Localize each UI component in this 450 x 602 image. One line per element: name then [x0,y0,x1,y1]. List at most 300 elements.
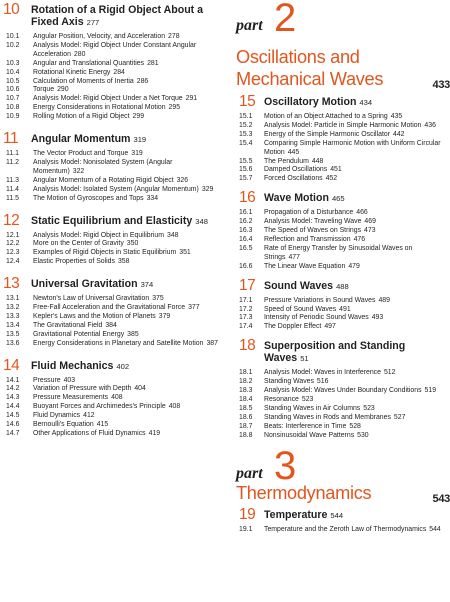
section-title [264,236,448,245]
section-page: 519 [424,387,437,395]
section-title [33,159,220,177]
section-title-text: Reflection and Transmission [264,235,351,243]
part-3-header [227,444,450,489]
section-number: 18.4 [239,395,253,403]
section-page: 436 [424,121,436,129]
section-entry[interactable] [227,166,450,175]
section-page: 412 [83,412,95,420]
section-title-text: Fluid Dynamics [33,412,81,420]
section-entry[interactable] [227,218,450,227]
section-title-text: Speed of Sound Waves [264,305,337,313]
section-title-text: Analysis Model: Particle in Simple Harmonic Motion [264,121,422,129]
section-entry[interactable] [0,177,222,186]
section-title [33,385,220,394]
chapter-number: 14 [3,356,20,374]
section-page: 351 [179,249,191,257]
chapter-page: 348 [195,216,208,226]
section-page: 280 [73,50,86,58]
chapter-title[interactable] [264,507,450,522]
section-entry[interactable] [227,245,450,263]
section-entry[interactable] [0,69,222,78]
section-entry[interactable] [0,304,222,313]
section-entry[interactable] [227,387,450,396]
section-entry[interactable] [227,227,450,236]
section-entry[interactable] [0,340,222,349]
section-entry[interactable] [227,236,450,245]
section-page: 290 [57,86,69,94]
section-number: 15.4 [239,139,253,147]
section-title [264,306,448,315]
section-number: 11.3 [6,176,19,184]
part-title-line: Oscillations and [236,47,360,67]
chapter-title-text: Temperature [264,509,328,522]
section-page: 284 [113,68,125,76]
section-number: 10.7 [6,95,20,103]
section-entry[interactable] [227,140,450,158]
section-title-text: Energy Considerations in Planetary and Satellite Motion [33,339,204,347]
section-title-text: Pressure [33,376,61,384]
section-title [264,113,448,122]
section-title-text: Intensity of Periodic Sound Waves [264,314,369,322]
section-entry[interactable] [0,377,222,386]
part-2-title [227,46,450,90]
section-entry[interactable] [227,122,450,131]
section-title-text: Standing Waves [264,378,314,386]
section-entry[interactable] [227,369,450,378]
section-title [33,95,220,104]
section-number: 15.3 [239,130,253,138]
section-number: 15.6 [239,166,253,174]
section-title-text: Analysis Model: Nonisolated System (Angular Momentum) [33,158,173,175]
section-title [33,104,220,113]
section-title [33,33,220,42]
section-title [264,432,448,441]
section-entry[interactable] [227,396,450,405]
section-title-text: Standing Waves in Rods and Membranes [264,413,391,421]
section-title-text: Forced Oscillations [264,175,323,183]
section-title-text: Angular Momentum of a Rotating Rigid Object [33,176,174,184]
section-number: 16.4 [239,235,253,243]
chapter-13 [0,276,222,348]
section-title [33,412,220,421]
section-title-text: Beats: Interference in Time [264,422,347,430]
section-entry[interactable] [0,258,222,267]
section-title [33,150,220,159]
section-title [264,227,448,236]
section-title [264,209,448,218]
section-entry[interactable] [227,323,450,332]
chapter-title[interactable] [31,276,222,291]
chapter-title[interactable] [264,338,450,365]
section-title-text: Free-Fall Acceleration and the Gravitational Force [33,304,186,312]
chapter-15 [227,94,450,184]
chapter-number: 12 [3,211,20,229]
section-title [33,258,220,267]
chapter-title-text: Rotation of a Rigid Object About a Fixed Axis [31,4,204,28]
section-title [33,304,220,313]
section-page: 384 [105,321,117,329]
section-page: 512 [383,369,396,377]
section-title-text: Bernoulli's Equation [33,421,94,429]
section-title [264,526,448,535]
section-title-text: Pressure Variations in Sound Waves [264,296,376,304]
section-page: 281 [147,59,159,67]
section-page: 322 [72,167,85,175]
section-entry[interactable] [227,526,450,535]
section-title-text: Nonsinusoidal Wave Patterns [264,431,355,439]
section-number: 11.4 [6,185,19,193]
section-title [33,249,220,258]
section-title-text: Energy Considerations in Rotational Motion [33,104,166,112]
section-title [264,245,448,263]
section-entry[interactable] [227,297,450,306]
section-title-text: Temperature and the Zeroth Law of Thermodynamics [264,526,427,534]
section-page: 479 [348,262,360,270]
section-entry[interactable] [227,432,450,441]
section-page: 299 [132,113,145,121]
section-page: 466 [356,209,368,217]
section-title [33,177,220,186]
section-title-text: Analysis Model: Rigid Object in Equilibrium [33,231,164,239]
section-page: 377 [188,304,200,312]
section-entry[interactable] [227,378,450,387]
section-page: 489 [378,296,390,304]
section-page: 528 [349,422,361,430]
section-title [33,394,220,403]
chapter-title[interactable] [31,213,222,228]
chapter-number: 11 [3,130,19,148]
chapter-18 [227,338,450,440]
section-entry[interactable] [0,95,222,104]
section-title-text: Torque [33,86,55,94]
chapter-title-text: Static Equilibrium and Elasticity [31,214,193,227]
chapter-14 [0,358,222,439]
section-number: 18.6 [239,413,253,421]
chapter-page: 374 [140,280,154,290]
section-entry[interactable] [227,131,450,140]
section-number: 13.3 [6,312,20,320]
section-page: 491 [339,305,351,313]
section-title-text: Propagation of a Disturbance [264,209,354,217]
section-title-text: Angular and Translational Quantities [33,59,145,67]
section-entry[interactable] [0,403,222,412]
section-page: 469 [364,218,376,226]
section-title [264,263,448,272]
chapter-title-text: Angular Momentum [31,133,131,146]
section-page: 403 [63,376,76,384]
section-entry[interactable] [0,295,222,304]
section-title [264,297,448,306]
section-page: 278 [168,33,180,40]
section-number: 17.4 [239,323,253,331]
section-title [264,314,448,323]
section-number: 12.4 [6,258,20,266]
section-title-text: Gravitational Potential Energy [33,330,125,338]
section-page: 358 [117,258,130,266]
section-title-text: Elastic Properties of Solids [33,258,115,266]
chapter-title[interactable] [264,190,450,205]
section-title [264,166,448,175]
section-title-text: Motion of an Object Attached to a Spring [264,113,388,120]
chapter-number: 19 [239,506,256,524]
chapter-title[interactable] [264,278,450,293]
section-title [264,218,448,227]
section-title [33,421,220,430]
section-entry[interactable] [0,150,222,159]
chapter-title[interactable] [31,131,222,146]
section-page: 375 [152,295,164,303]
section-title-text: Examples of Rigid Objects in Static Equilibrium [33,249,177,257]
section-page: 408 [168,403,181,411]
section-page: 387 [206,339,218,347]
section-entry[interactable] [227,113,450,122]
section-number: 10.8 [6,104,20,112]
section-entry[interactable] [0,33,222,42]
chapter-title-text: Oscillatory Motion [264,96,357,108]
part-2-header [227,0,450,46]
section-title [33,42,220,60]
section-entry[interactable] [0,232,222,241]
section-entry[interactable] [0,42,222,60]
chapter-number: 18 [239,337,256,355]
chapter-16 [227,190,450,271]
part-number: 2 [274,0,297,40]
section-entry[interactable] [0,60,222,69]
section-title-text: Rolling Motion of a Rigid Object [33,113,130,121]
chapter-page: 319 [133,135,147,145]
chapter-page: 434 [359,98,373,107]
part-title-text: Thermodynamics [236,483,372,504]
section-number: 11.5 [6,194,19,202]
section-title-text: The Pendulum [264,157,309,165]
section-title-text: The Linear Wave Equation [264,262,346,270]
section-title-text: More on the Center of Gravity [33,240,124,248]
section-page: 448 [311,157,324,165]
section-number: 18.3 [239,387,253,395]
chapter-number: 15 [239,93,256,110]
section-title [264,378,448,387]
section-number: 12.1 [6,231,20,239]
section-number: 14.5 [6,412,20,420]
part-page: 543 [432,493,450,506]
section-title-text: Analysis Model: Rigid Object Under Constant Angular Acceleration [33,41,197,58]
section-number: 13.4 [6,321,20,329]
section-title [33,403,220,412]
section-title-text: The Gravitational Field [33,321,103,329]
section-entry[interactable] [0,421,222,430]
section-title [264,405,448,414]
section-title [264,387,448,396]
section-entry[interactable] [227,175,450,184]
chapter-title-text: Universal Gravitation [31,278,138,291]
section-entry[interactable] [0,331,222,340]
chapter-title-text: Wave Motion [264,192,329,205]
section-entry[interactable] [0,159,222,177]
section-page: 379 [158,312,171,320]
section-title [264,323,448,332]
section-entry[interactable] [227,414,450,423]
chapter-number: 13 [3,275,20,293]
section-number: 18.7 [239,422,253,430]
chapter-10 [0,2,222,122]
section-number: 18.2 [239,378,253,386]
chapter-page: 277 [86,18,100,27]
section-entry[interactable] [0,113,222,122]
section-entry[interactable] [227,423,450,432]
section-title [264,396,448,405]
chapter-page: 465 [331,194,345,204]
chapter-title-text: Fluid Mechanics [31,359,114,372]
section-title-text: The Speed of Waves on Strings [264,227,362,235]
chapter-12 [0,213,222,268]
section-title-text: Damped Oscillations [264,166,328,174]
section-number: 14.1 [6,376,20,384]
section-page: 334 [146,194,159,202]
section-number: 13.2 [6,304,20,312]
section-page: 415 [96,421,109,429]
chapter-title[interactable] [31,2,222,29]
section-entry[interactable] [0,412,222,421]
section-page: 493 [371,314,384,322]
section-number: 14.4 [6,403,20,411]
section-title-text: Calculation of Moments of Inertia [33,77,134,85]
section-title-text: Other Applications of Fluid Dynamics [33,430,146,437]
section-title-text: Buoyant Forces and Archimedes's Principle [33,403,166,411]
section-page: 477 [288,253,300,261]
section-page: 497 [324,323,336,331]
section-entry[interactable] [0,385,222,394]
section-number: 16.6 [239,262,253,270]
chapter-title[interactable] [264,94,450,109]
section-page: 404 [134,385,146,393]
section-number: 16.5 [239,244,253,252]
part-3-title [227,482,450,504]
section-title [264,414,448,423]
section-entry[interactable] [227,306,450,315]
section-entry[interactable] [0,249,222,258]
chapter-17 [227,278,450,333]
section-title [264,158,448,167]
section-title-text: Analysis Model: Waves in Interference [264,369,381,377]
section-title [33,78,220,87]
section-number: 18.8 [239,431,253,439]
section-title [33,60,220,69]
section-title-text: The Motion of Gyroscopes and Tops [33,194,144,202]
section-title [33,295,220,304]
section-title [33,377,220,386]
section-title-text: Energy of the Simple Harmonic Oscillator [264,130,390,138]
section-entry[interactable] [0,322,222,331]
section-title-text: Analysis Model: Isolated System (Angular Momentum) [33,185,199,193]
chapter-title[interactable] [31,358,222,373]
section-entry[interactable] [227,263,450,272]
right-chapters [227,94,450,440]
section-number: 10.3 [6,59,20,67]
section-page: 291 [185,95,198,103]
right-chapters-2 [227,507,450,535]
section-number: 10.6 [6,86,20,94]
section-title-text: Rotational Kinetic Energy [33,68,111,76]
section-entry[interactable] [0,394,222,403]
section-title-text: Angular Position, Velocity, and Acceleration [33,33,166,40]
section-number: 15.1 [239,113,253,120]
section-title-text: Resonance [264,395,299,403]
section-number: 16.3 [239,227,253,235]
section-number: 17.2 [239,305,253,313]
section-number: 11.1 [6,150,19,158]
section-number: 14.3 [6,394,20,402]
section-title [33,113,220,122]
chapter-11 [0,131,222,203]
section-number: 17.3 [239,314,253,322]
chapter-19 [227,507,450,535]
section-entry[interactable] [0,186,222,195]
section-page: 329 [201,185,214,193]
section-page: 451 [330,166,342,174]
section-title [33,331,220,340]
chapter-page: 488 [336,281,349,291]
section-page: 348 [166,231,179,239]
section-page: 319 [131,150,143,158]
section-number: 15.2 [239,121,253,129]
section-entry[interactable] [0,195,222,204]
part-title-line [227,68,450,90]
section-page: 523 [363,404,375,412]
section-number: 10.9 [6,113,20,121]
section-title-text: The Vector Product and Torque [33,150,129,158]
section-entry[interactable] [0,240,222,249]
part-page: 433 [432,79,450,91]
section-number: 18.5 [239,404,253,412]
chapter-page: 402 [116,361,130,371]
section-entry[interactable] [0,78,222,87]
toc-left-column [0,0,222,439]
section-title [33,240,220,249]
chapter-number: 17 [239,276,256,294]
section-entry[interactable] [227,314,450,323]
section-title-text: Variation of Pressure with Depth [33,385,132,393]
section-title [264,369,448,378]
section-page: 385 [127,330,139,338]
part-label: part [236,17,263,34]
section-number: 19.1 [239,526,253,534]
section-title-text: The Doppler Effect [264,323,322,331]
section-number: 13.6 [6,339,20,347]
section-entry[interactable] [0,104,222,113]
section-number: 15.5 [239,157,253,165]
section-title-text: Analysis Model: Rigid Object Under a Net Torque [33,95,183,103]
section-entry[interactable] [227,405,450,414]
section-page: 326 [176,176,189,184]
section-title [264,140,448,158]
section-title [264,131,448,140]
section-title-text: Rate of Energy Transfer by Sinusoidal Waves on Strings [264,244,413,261]
section-entry[interactable] [0,313,222,322]
section-page: 530 [357,431,369,439]
section-entry[interactable] [227,158,450,167]
section-entry[interactable] [0,86,222,95]
section-entry[interactable] [227,209,450,218]
section-title [33,232,220,241]
section-number: 14.7 [6,430,20,437]
section-entry[interactable] [0,430,222,439]
toc-right-column [227,0,450,535]
part-label: part [236,465,263,483]
section-number: 13.5 [6,330,20,338]
section-page: 286 [136,77,149,85]
section-number: 12.2 [6,240,20,248]
part-number: 3 [274,444,297,489]
